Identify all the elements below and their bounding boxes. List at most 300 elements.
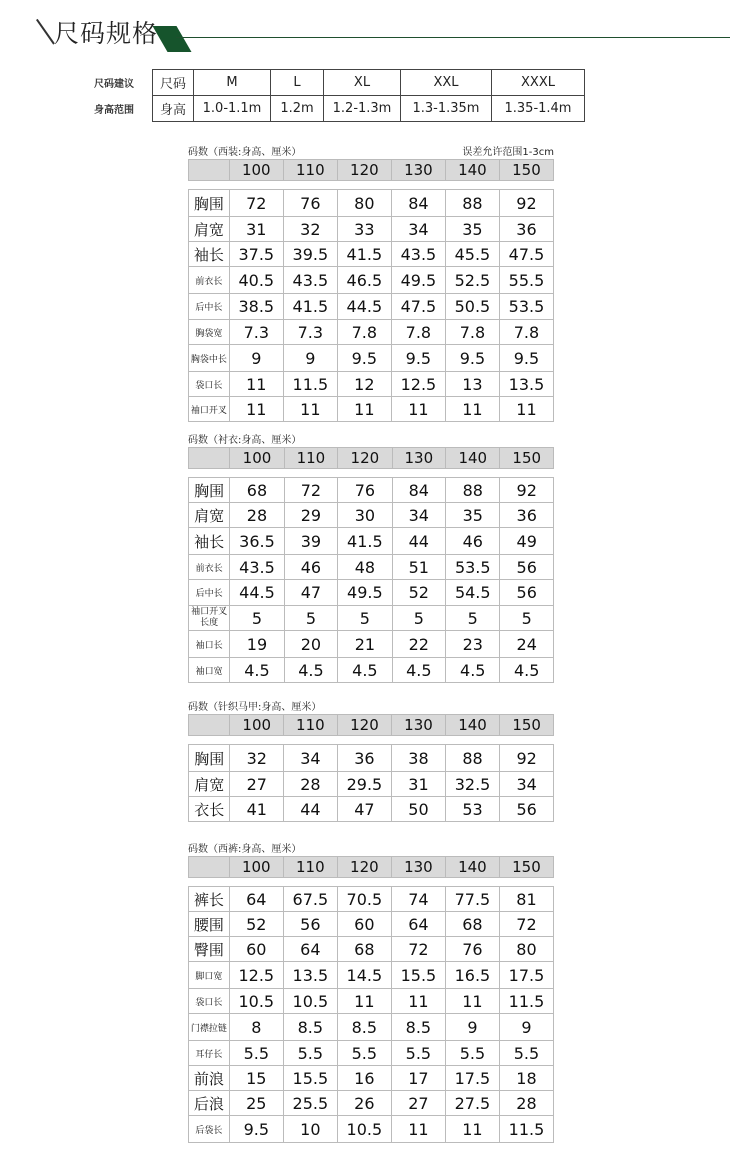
spacer-cell — [500, 469, 554, 478]
tolerance-note: 误差允许范围1-3cm — [462, 147, 554, 158]
row-label: 胸袋宽 — [189, 320, 230, 345]
value-cell: 56 — [500, 580, 554, 606]
value-cell: 76 — [338, 478, 392, 503]
value-cell: 8.5 — [283, 1014, 337, 1041]
value-cell: 88 — [445, 190, 499, 217]
value-cell: 47 — [337, 797, 391, 822]
value-cell: 7.8 — [499, 320, 553, 345]
suit-size-table — [188, 159, 554, 422]
row-label: 前衣长 — [189, 267, 230, 294]
value-cell: 26 — [337, 1091, 391, 1116]
row-label: 后袋长 — [189, 1116, 230, 1143]
value-cell: 5 — [500, 606, 554, 631]
value-cell: 9 — [283, 345, 337, 372]
value-cell: 10 — [283, 1116, 337, 1143]
row-label: 肩宽 — [189, 772, 230, 797]
value-cell: 44.5 — [230, 580, 284, 606]
column-header: 110 — [284, 715, 338, 736]
row-label: 耳仔长 — [189, 1041, 230, 1066]
table-row — [189, 190, 554, 217]
table-row — [189, 242, 554, 267]
value-cell: 43.5 — [391, 242, 445, 267]
table-row — [189, 397, 554, 422]
value-cell: 11 — [499, 397, 553, 422]
table-caption-wrap — [188, 840, 554, 856]
suggestion-cell: 1.35-1.4m — [492, 96, 585, 122]
value-cell: 11 — [337, 397, 391, 422]
value-cell: 11.5 — [283, 372, 337, 397]
value-cell: 53 — [445, 797, 499, 822]
table-row — [189, 503, 554, 528]
row-label: 袖口宽 — [189, 658, 230, 683]
value-cell: 44 — [392, 528, 446, 555]
value-cell: 11 — [283, 397, 337, 422]
value-cell: 76 — [445, 937, 499, 962]
value-cell: 49.5 — [338, 580, 392, 606]
table-row — [189, 631, 554, 658]
value-cell: 15 — [229, 1066, 283, 1091]
row-label: 裤长 — [189, 887, 230, 912]
table-caption-wrap — [188, 698, 554, 714]
column-header: 120 — [337, 857, 391, 878]
value-cell: 4.5 — [392, 658, 446, 683]
column-header: 140 — [445, 715, 499, 736]
table-caption: 码数（针织马甲:身高、厘米） — [188, 702, 322, 713]
value-cell: 46 — [446, 528, 500, 555]
value-cell: 4.5 — [284, 658, 338, 683]
value-cell: 41.5 — [337, 242, 391, 267]
value-cell: 7.3 — [283, 320, 337, 345]
value-cell: 44 — [284, 797, 338, 822]
row-label: 前浪 — [189, 1066, 230, 1091]
value-cell: 45.5 — [445, 242, 499, 267]
row-label: 袖口开叉长度 — [189, 606, 230, 631]
value-cell: 22 — [392, 631, 446, 658]
column-header: 100 — [230, 448, 284, 469]
table-row — [189, 1041, 554, 1066]
spacer-cell — [230, 469, 284, 478]
suggestion-cell: 1.2-1.3m — [324, 96, 401, 122]
spacer-cell — [338, 469, 392, 478]
spacer-cell — [229, 878, 283, 887]
value-cell: 11 — [445, 989, 499, 1014]
value-cell: 5 — [338, 606, 392, 631]
value-cell: 5 — [446, 606, 500, 631]
value-cell: 7.8 — [391, 320, 445, 345]
table-row — [189, 1014, 554, 1041]
value-cell: 53.5 — [446, 555, 500, 580]
column-header: 150 — [500, 715, 554, 736]
value-cell: 36.5 — [230, 528, 284, 555]
row-label: 衣长 — [189, 797, 230, 822]
value-cell: 16.5 — [445, 962, 499, 989]
table-row — [189, 797, 554, 822]
value-cell: 23 — [446, 631, 500, 658]
table-caption: 码数（西裤:身高、厘米） — [188, 844, 302, 855]
spacer-cell — [446, 469, 500, 478]
row-label: 袖长 — [189, 528, 230, 555]
value-cell: 5.5 — [499, 1041, 553, 1066]
spacer-cell — [337, 181, 391, 190]
suggestion-head: 尺码 — [153, 70, 194, 96]
spacer-cell — [445, 736, 499, 745]
row-label: 袖口长 — [189, 631, 230, 658]
value-cell: 38.5 — [229, 294, 283, 320]
row-label: 袖长 — [189, 242, 230, 267]
row-label: 前衣长 — [189, 555, 230, 580]
value-cell: 64 — [229, 887, 283, 912]
suggestion-head: 身高 — [153, 96, 194, 122]
value-cell: 28 — [284, 772, 338, 797]
value-cell: 56 — [500, 555, 554, 580]
column-header: 110 — [283, 857, 337, 878]
value-cell: 74 — [391, 887, 445, 912]
value-cell: 31 — [392, 772, 446, 797]
column-header: 120 — [337, 160, 391, 181]
table-row — [189, 606, 554, 631]
spacer-cell — [445, 181, 499, 190]
value-cell: 38 — [392, 745, 446, 772]
row-label: 袖口开叉 — [189, 397, 230, 422]
suggestion-row-label: 尺码建议 — [94, 79, 134, 90]
spacer-row — [189, 736, 554, 745]
value-cell: 27 — [391, 1091, 445, 1116]
value-cell: 17 — [391, 1066, 445, 1091]
row-label: 胸围 — [189, 745, 230, 772]
value-cell: 13.5 — [499, 372, 553, 397]
value-cell: 5.5 — [283, 1041, 337, 1066]
value-cell: 9.5 — [445, 345, 499, 372]
row-label: 后中长 — [189, 294, 230, 320]
value-cell: 9.5 — [499, 345, 553, 372]
table-row — [189, 555, 554, 580]
value-cell: 11 — [445, 1116, 499, 1143]
header-corner — [189, 160, 230, 181]
vest-size-section — [188, 698, 554, 822]
value-cell: 34 — [391, 217, 445, 242]
value-cell: 52 — [392, 580, 446, 606]
value-cell: 4.5 — [230, 658, 284, 683]
column-header: 150 — [499, 160, 553, 181]
table-row — [189, 580, 554, 606]
value-cell: 72 — [284, 478, 338, 503]
value-cell: 5 — [284, 606, 338, 631]
value-cell: 9.5 — [391, 345, 445, 372]
value-cell: 52.5 — [445, 267, 499, 294]
table-row — [189, 962, 554, 989]
value-cell: 30 — [338, 503, 392, 528]
spacer-cell — [189, 878, 230, 887]
value-cell: 8.5 — [337, 1014, 391, 1041]
value-cell: 50.5 — [445, 294, 499, 320]
value-cell: 84 — [392, 478, 446, 503]
value-cell: 35 — [445, 217, 499, 242]
table-row — [189, 1116, 554, 1143]
value-cell: 37.5 — [229, 242, 283, 267]
value-cell: 44.5 — [337, 294, 391, 320]
suggestion-row-size — [88, 70, 585, 96]
value-cell: 36 — [499, 217, 553, 242]
table-row — [189, 989, 554, 1014]
value-cell: 56 — [283, 912, 337, 937]
row-label: 胸袋中长 — [189, 345, 230, 372]
value-cell: 11.5 — [499, 989, 553, 1014]
spacer-row — [189, 878, 554, 887]
table-row — [189, 345, 554, 372]
value-cell: 25.5 — [283, 1091, 337, 1116]
value-cell: 51 — [392, 555, 446, 580]
value-cell: 67.5 — [283, 887, 337, 912]
value-cell: 16 — [337, 1066, 391, 1091]
spacer-cell — [392, 469, 446, 478]
value-cell: 35 — [446, 503, 500, 528]
column-header: 140 — [445, 160, 499, 181]
table-caption-wrap — [188, 143, 554, 159]
spacer-cell — [283, 878, 337, 887]
table-row — [189, 294, 554, 320]
table-row — [189, 267, 554, 294]
value-cell: 92 — [500, 745, 554, 772]
value-cell: 47.5 — [391, 294, 445, 320]
spacer-row — [189, 469, 554, 478]
value-cell: 92 — [500, 478, 554, 503]
value-cell: 8 — [229, 1014, 283, 1041]
value-cell: 12 — [337, 372, 391, 397]
value-cell: 9.5 — [337, 345, 391, 372]
value-cell: 36 — [500, 503, 554, 528]
header-corner — [189, 448, 230, 469]
row-label: 袋口长 — [189, 989, 230, 1014]
value-cell: 80 — [337, 190, 391, 217]
value-cell: 72 — [229, 190, 283, 217]
value-cell: 92 — [499, 190, 553, 217]
column-header: 140 — [446, 448, 500, 469]
table-row — [189, 912, 554, 937]
value-cell: 55.5 — [499, 267, 553, 294]
value-cell: 41.5 — [283, 294, 337, 320]
value-cell: 43.5 — [230, 555, 284, 580]
value-cell: 81 — [499, 887, 553, 912]
spacer-cell — [189, 181, 230, 190]
value-cell: 11 — [445, 397, 499, 422]
spacer-cell — [284, 469, 338, 478]
value-cell: 64 — [283, 937, 337, 962]
header-accent — [152, 26, 191, 52]
value-cell: 12.5 — [229, 962, 283, 989]
spacer-cell — [284, 736, 338, 745]
suggestion-row-height — [88, 96, 585, 122]
column-header: 140 — [445, 857, 499, 878]
value-cell: 29 — [284, 503, 338, 528]
column-header: 120 — [337, 715, 391, 736]
value-cell: 7.8 — [445, 320, 499, 345]
value-cell: 80 — [499, 937, 553, 962]
value-cell: 8.5 — [391, 1014, 445, 1041]
value-cell: 88 — [445, 745, 499, 772]
value-cell: 41 — [230, 797, 284, 822]
spacer-cell — [230, 736, 284, 745]
value-cell: 50 — [392, 797, 446, 822]
value-cell: 68 — [445, 912, 499, 937]
column-header: 130 — [391, 857, 445, 878]
value-cell: 18 — [499, 1066, 553, 1091]
row-label: 后浪 — [189, 1091, 230, 1116]
column-header: 120 — [338, 448, 392, 469]
table-row — [189, 658, 554, 683]
value-cell: 9 — [229, 345, 283, 372]
value-cell: 9 — [445, 1014, 499, 1041]
value-cell: 10.5 — [337, 1116, 391, 1143]
value-cell: 28 — [499, 1091, 553, 1116]
table-header-row — [189, 160, 554, 181]
spacer-cell — [283, 181, 337, 190]
value-cell: 32.5 — [445, 772, 499, 797]
column-header: 110 — [284, 448, 338, 469]
value-cell: 11.5 — [499, 1116, 553, 1143]
value-cell: 27.5 — [445, 1091, 499, 1116]
value-cell: 5.5 — [391, 1041, 445, 1066]
value-cell: 11 — [229, 397, 283, 422]
row-label: 胸围 — [189, 190, 230, 217]
value-cell: 68 — [230, 478, 284, 503]
table-row — [189, 320, 554, 345]
row-label: 肩宽 — [189, 503, 230, 528]
header-corner — [189, 715, 230, 736]
column-header: 100 — [229, 160, 283, 181]
page-title: 尺码规格 — [54, 19, 159, 48]
value-cell: 10.5 — [283, 989, 337, 1014]
row-label: 臀围 — [189, 937, 230, 962]
value-cell: 47 — [284, 580, 338, 606]
spacer-cell — [499, 878, 553, 887]
column-header: 130 — [391, 160, 445, 181]
value-cell: 46.5 — [337, 267, 391, 294]
row-label: 肩宽 — [189, 217, 230, 242]
suggestion-cell: XL — [324, 70, 401, 96]
column-header: 100 — [229, 857, 283, 878]
value-cell: 53.5 — [499, 294, 553, 320]
value-cell: 5.5 — [445, 1041, 499, 1066]
shirt-size-section — [188, 431, 554, 683]
column-header: 110 — [283, 160, 337, 181]
value-cell: 84 — [391, 190, 445, 217]
value-cell: 5 — [392, 606, 446, 631]
value-cell: 29.5 — [337, 772, 391, 797]
value-cell: 4.5 — [446, 658, 500, 683]
value-cell: 11 — [391, 397, 445, 422]
value-cell: 76 — [283, 190, 337, 217]
spacer-cell — [445, 878, 499, 887]
spacer-cell — [391, 878, 445, 887]
table-header-row — [189, 715, 554, 736]
value-cell: 9 — [499, 1014, 553, 1041]
header-slash — [36, 19, 55, 45]
value-cell: 25 — [229, 1091, 283, 1116]
value-cell: 72 — [499, 912, 553, 937]
value-cell: 17.5 — [445, 1066, 499, 1091]
value-cell: 10.5 — [229, 989, 283, 1014]
row-label: 胸围 — [189, 478, 230, 503]
shirt-size-table — [188, 447, 554, 683]
value-cell: 5.5 — [337, 1041, 391, 1066]
suggestion-cell: 1.2m — [271, 96, 324, 122]
header-corner — [189, 857, 230, 878]
value-cell: 49 — [500, 528, 554, 555]
table-row — [189, 1066, 554, 1091]
value-cell: 11 — [391, 1116, 445, 1143]
spacer-cell — [499, 181, 553, 190]
column-header: 150 — [500, 448, 554, 469]
value-cell: 77.5 — [445, 887, 499, 912]
spacer-cell — [189, 469, 230, 478]
value-cell: 72 — [391, 937, 445, 962]
value-cell: 4.5 — [338, 658, 392, 683]
row-label: 后中长 — [189, 580, 230, 606]
vest-size-table — [188, 714, 554, 822]
value-cell: 21 — [338, 631, 392, 658]
suggestion-cell: M — [194, 70, 271, 96]
value-cell: 47.5 — [499, 242, 553, 267]
section-header — [0, 0, 730, 60]
suit-size-section — [188, 143, 554, 422]
value-cell: 33 — [337, 217, 391, 242]
value-cell: 7.8 — [337, 320, 391, 345]
value-cell: 34 — [284, 745, 338, 772]
value-cell: 70.5 — [337, 887, 391, 912]
value-cell: 60 — [229, 937, 283, 962]
value-cell: 14.5 — [337, 962, 391, 989]
value-cell: 7.3 — [229, 320, 283, 345]
value-cell: 11 — [229, 372, 283, 397]
table-caption: 码数（西装:身高、厘米） — [188, 147, 302, 158]
value-cell: 43.5 — [283, 267, 337, 294]
column-header: 100 — [230, 715, 284, 736]
value-cell: 60 — [337, 912, 391, 937]
trousers-size-table — [188, 856, 554, 1143]
table-row — [189, 528, 554, 555]
table-row — [189, 745, 554, 772]
column-header: 130 — [392, 715, 446, 736]
value-cell: 68 — [337, 937, 391, 962]
value-cell: 15.5 — [391, 962, 445, 989]
value-cell: 64 — [391, 912, 445, 937]
spacer-cell — [500, 736, 554, 745]
table-row — [189, 372, 554, 397]
spacer-cell — [189, 736, 230, 745]
suggestion-cell: 1.3-1.35m — [401, 96, 492, 122]
header-divider — [176, 37, 730, 38]
value-cell: 34 — [500, 772, 554, 797]
column-header: 150 — [499, 857, 553, 878]
suggestion-cell: L — [271, 70, 324, 96]
row-label: 脚口宽 — [189, 962, 230, 989]
table-row — [189, 217, 554, 242]
value-cell: 28 — [230, 503, 284, 528]
trousers-size-section — [188, 840, 554, 1143]
value-cell: 5.5 — [229, 1041, 283, 1066]
value-cell: 31 — [229, 217, 283, 242]
table-header-row — [189, 448, 554, 469]
suggestion-cell: XXXL — [492, 70, 585, 96]
row-label: 门襟拉链 — [189, 1014, 230, 1041]
value-cell: 12.5 — [391, 372, 445, 397]
value-cell: 15.5 — [283, 1066, 337, 1091]
value-cell: 39 — [284, 528, 338, 555]
value-cell: 24 — [500, 631, 554, 658]
table-row — [189, 478, 554, 503]
row-label: 袋口长 — [189, 372, 230, 397]
row-label: 腰围 — [189, 912, 230, 937]
